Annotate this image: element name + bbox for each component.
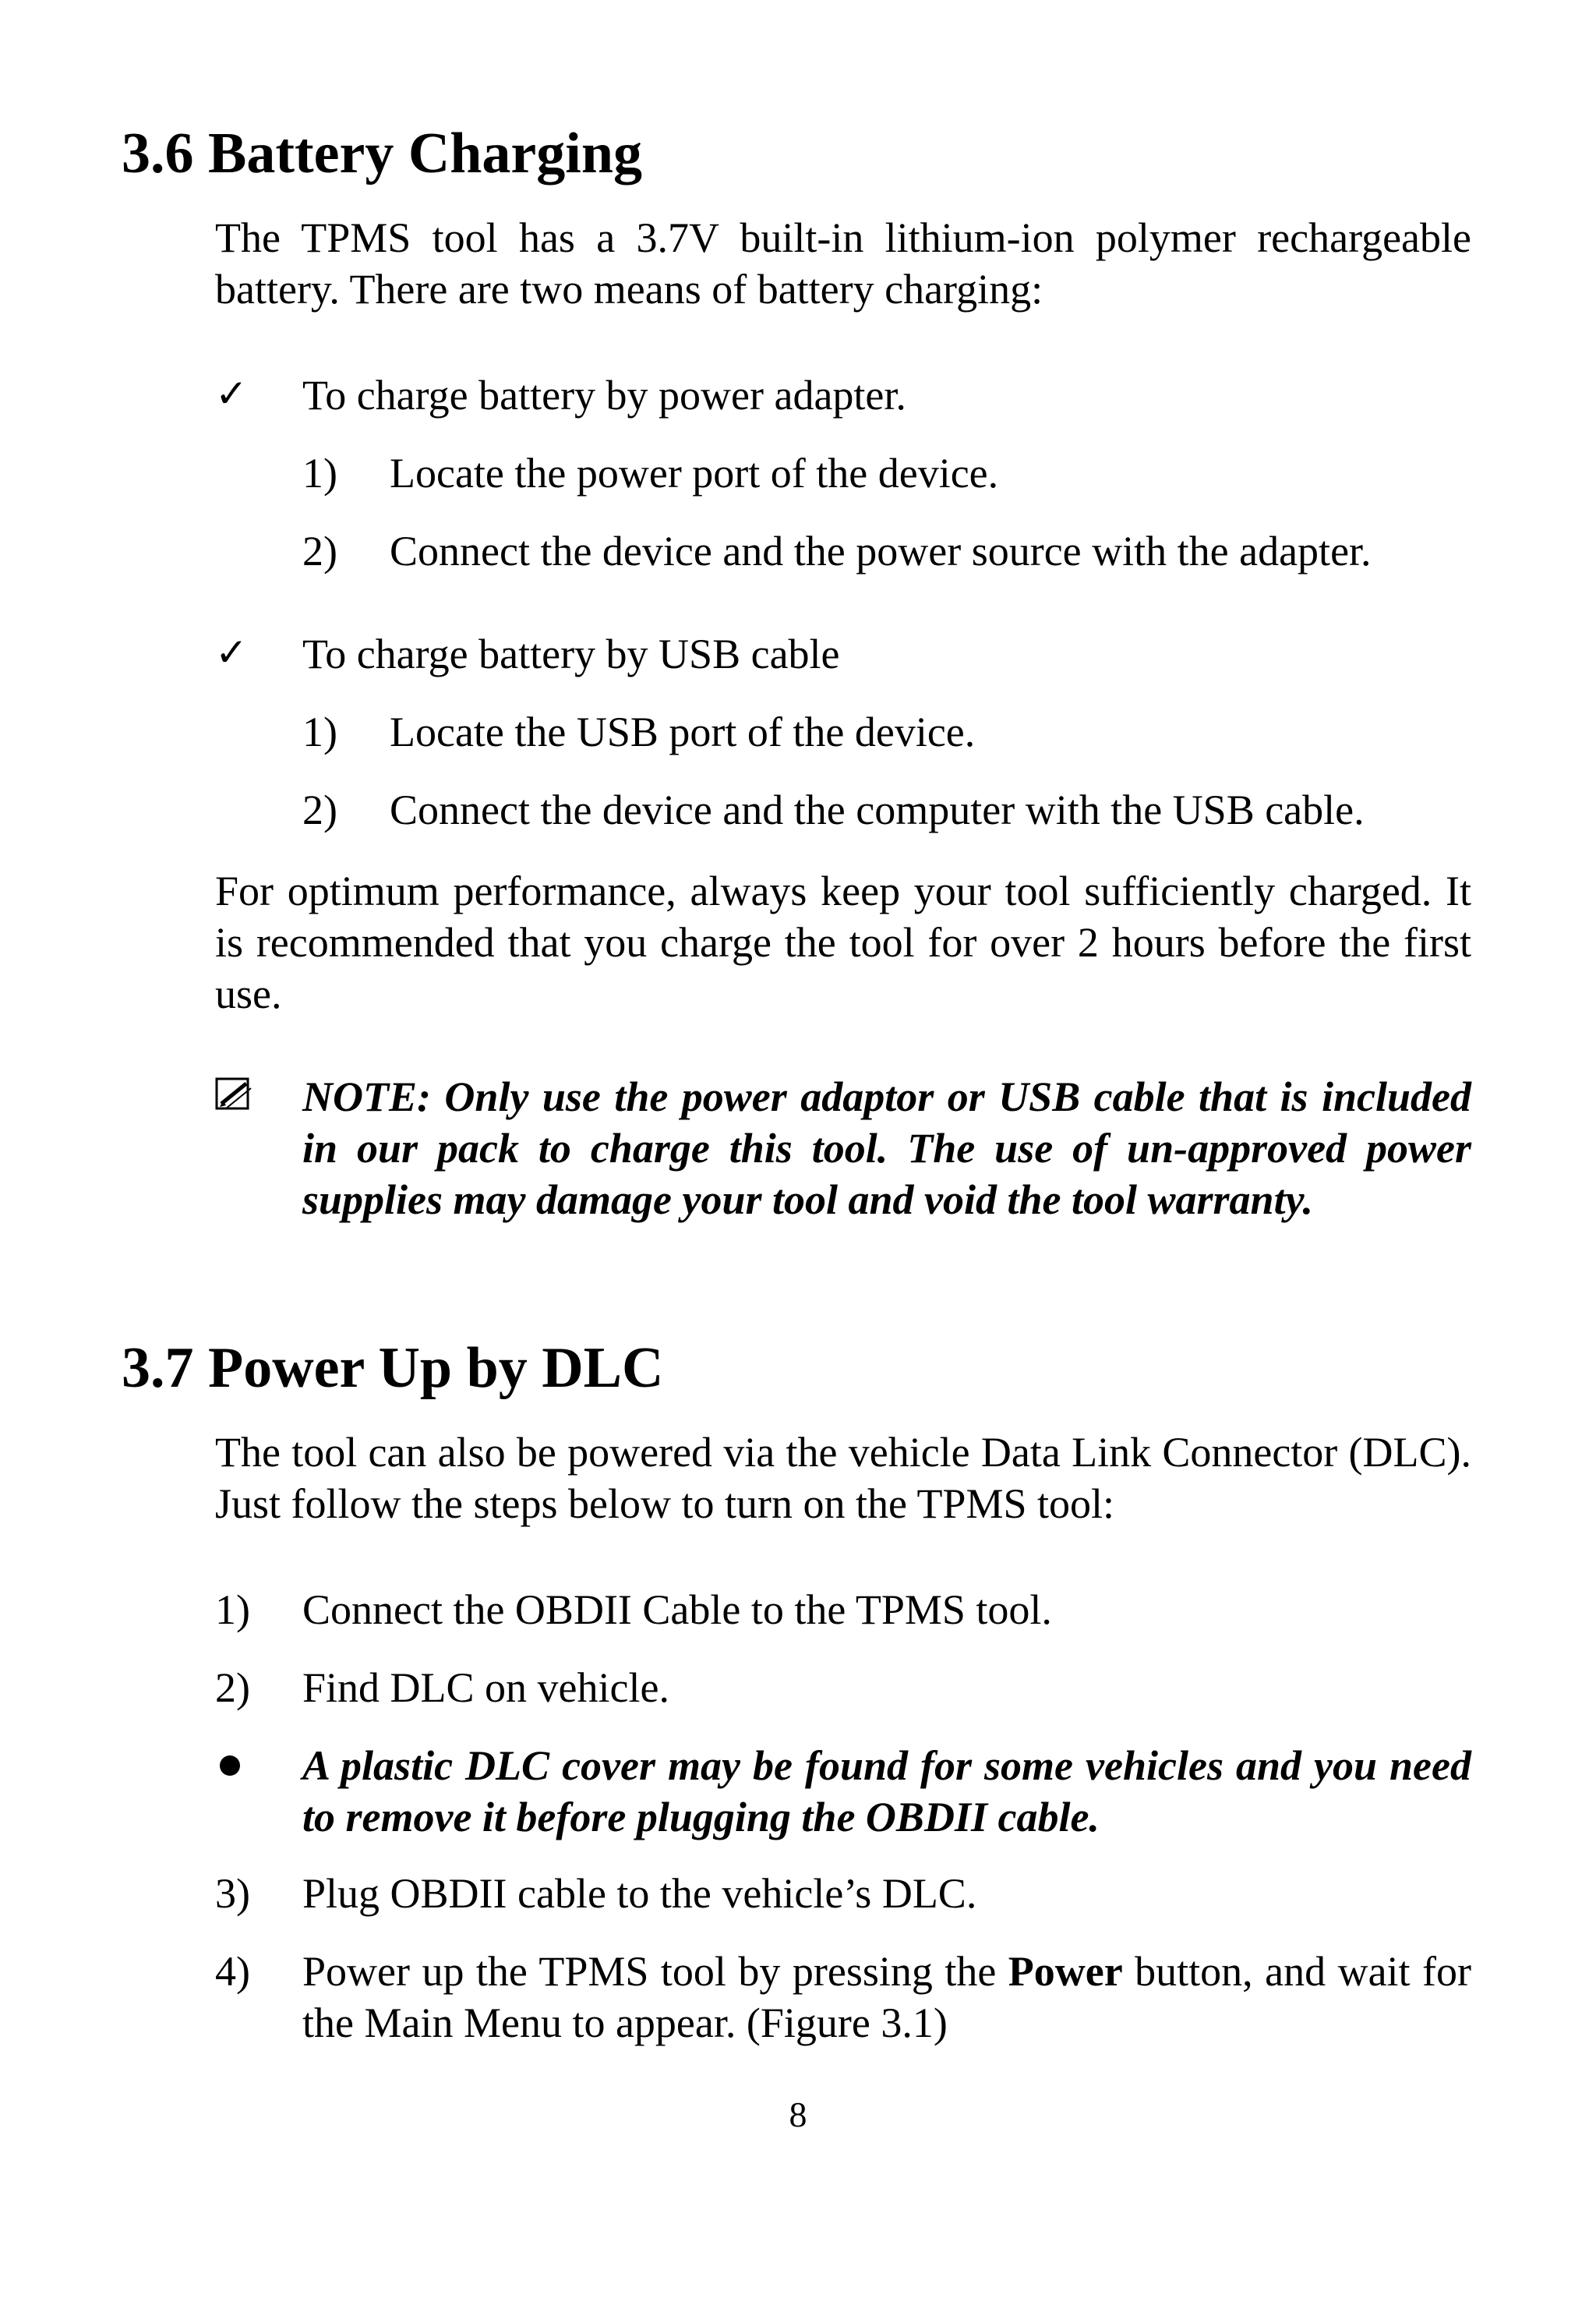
checkmark-icon: ✓ [215, 372, 248, 415]
step-number: 1) [302, 450, 337, 497]
note-pencil-icon [215, 1077, 254, 1112]
step-number: 4) [215, 1948, 250, 1995]
step-number: 2) [302, 787, 337, 833]
step-connect-adapter: Connect the device and the power source with the adapter. [390, 528, 1372, 574]
check-item-usb-cable: To charge battery by USB cable [302, 631, 840, 677]
power-button-label: Power [1008, 1948, 1123, 1995]
step-number: 2) [302, 528, 337, 574]
checkmark-icon: ✓ [215, 631, 248, 674]
step-number: 1) [302, 709, 337, 755]
dlc-cover-warning: A plastic DLC cover may be found for some vehicles and you need to remove it before plugging the OBDII cable. [302, 1742, 1471, 1840]
step-find-dlc: Find DLC on vehicle. [302, 1664, 669, 1711]
page-number: 8 [789, 2095, 807, 2134]
step-power-up-after: button, and wait for the Main Menu to appear. (Figure 3.1) [302, 1948, 1471, 2046]
bullet-dot-icon [220, 1755, 240, 1776]
step-plug-obdii: Plug OBDII cable to the vehicle’s DLC. [302, 1870, 977, 1917]
step-number: 2) [215, 1664, 250, 1711]
heading-power-up-dlc: 3.7 Power Up by DLC [122, 1336, 664, 1400]
step-power-up [302, 1946, 1471, 2049]
step-locate-usb-port: Locate the USB port of the device. [390, 709, 976, 755]
check-item-power-adapter: To charge battery by power adapter. [302, 372, 906, 419]
note-warning-text: NOTE: Only use the power adaptor or USB cable that is included in our pack to charge this tool. The use of un-approved power supplies may damage your tool and void the tool warranty. [302, 1073, 1471, 1223]
heading-battery-charging: 3.6 Battery Charging [122, 122, 642, 186]
dlc-intro-paragraph: The tool can also be powered via the vehicle Data Link Connector (DLC). Just follow the steps below to turn on the TPMS tool: [215, 1429, 1471, 1527]
step-connect-usb: Connect the device and the computer with the USB cable. [390, 787, 1365, 833]
step-power-up-before: Power up the TPMS tool by pressing the [302, 1948, 1008, 1995]
step-locate-power-port: Locate the power port of the device. [390, 450, 999, 497]
battery-intro-paragraph: The TPMS tool has a 3.7V built-in lithium-ion polymer rechargeable battery. There are two means of battery charging: [215, 214, 1471, 313]
step-connect-obdii: Connect the OBDII Cable to the TPMS tool. [302, 1586, 1052, 1633]
performance-paragraph: For optimum performance, always keep your tool sufficiently charged. It is recommended that you charge the tool for over 2 hours before the first use. [215, 868, 1471, 1017]
step-number: 3) [215, 1870, 250, 1917]
step-number: 1) [215, 1586, 250, 1633]
